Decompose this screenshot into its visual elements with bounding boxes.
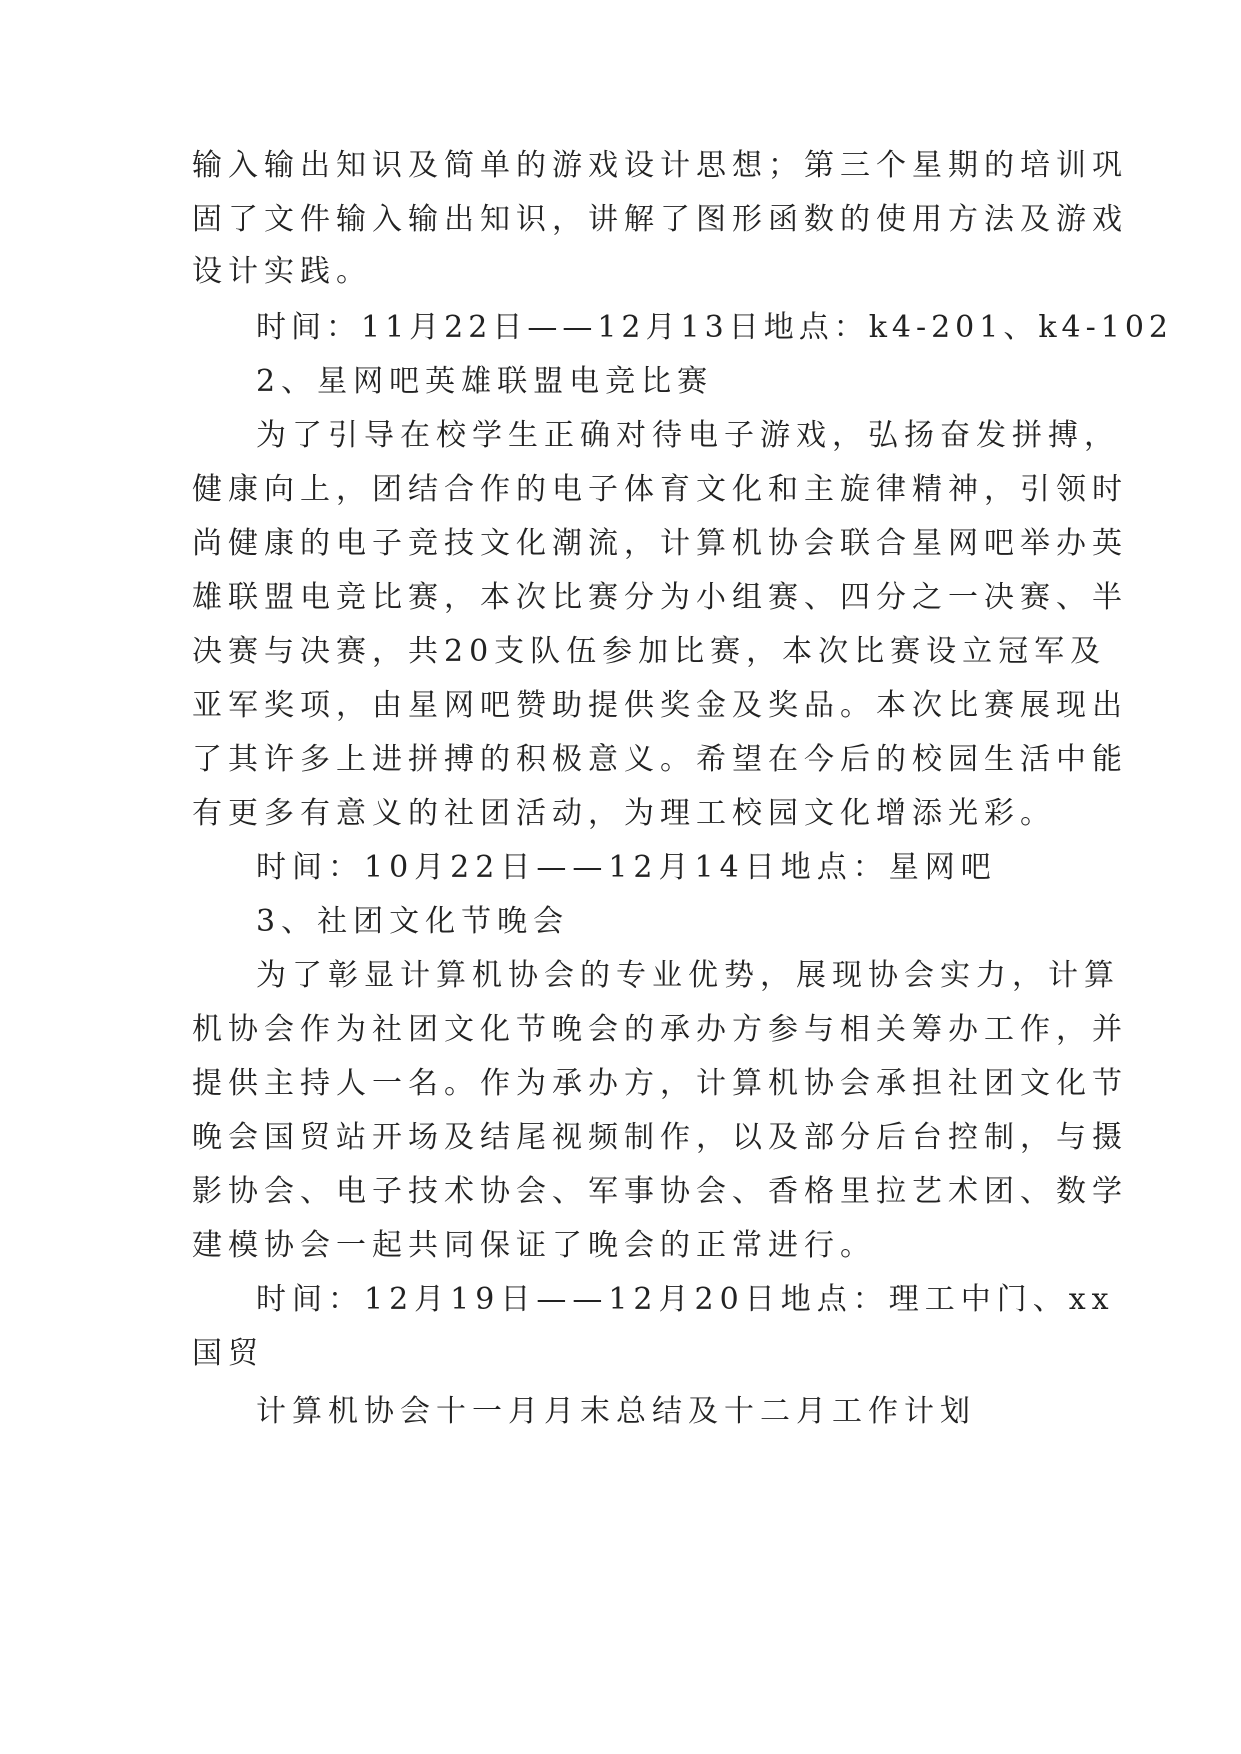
body-text-line: 机协会作为社团文化节晚会的承办方参与相关筹办工作，并 <box>192 1012 1128 1047</box>
body-text-line: 尚健康的电子竞技文化潮流，计算机协会联合星网吧举办英 <box>192 526 1128 561</box>
body-text-line: 为了彰显计算机协会的专业优势，展现协会实力，计算 <box>256 958 1120 993</box>
body-text-line: 建模协会一起共同保证了晚会的正常进行。 <box>192 1228 876 1263</box>
body-text-line: 提供主持人一名。作为承办方，计算机协会承担社团文化节 <box>192 1066 1128 1101</box>
body-text-line: 健康向上，团结合作的电子体育文化和主旋律精神，引领时 <box>192 472 1128 507</box>
body-text-line: 影协会、电子技术协会、军事协会、香格里拉艺术团、数学 <box>192 1174 1128 1209</box>
body-text-line: 了其许多上进拼搏的积极意义。希望在今后的校园生活中能 <box>192 742 1128 777</box>
event-time-location: 时间：10月22日——12月14日地点：星网吧 <box>256 850 997 885</box>
event-time-location: 时间：12月19日——12月20日地点：理工中门、xx <box>256 1282 1115 1317</box>
event-time-location: 时间：11月22日——12月13日地点：k4-201、k4-102 <box>256 310 1174 345</box>
body-text-line: 国贸 <box>192 1336 264 1371</box>
body-text-line: 亚军奖项，由星网吧赞助提供奖金及奖品。本次比赛展现出 <box>192 688 1128 723</box>
body-text-line: 晚会国贸站开场及结尾视频制作，以及部分后台控制，与摄 <box>192 1120 1128 1155</box>
body-text-line: 有更多有意义的社团活动，为理工校园文化增添光彩。 <box>192 796 1056 831</box>
body-text-line: 固了文件输入输出知识，讲解了图形函数的使用方法及游戏 <box>192 202 1128 237</box>
section-title: 计算机协会十一月月末总结及十二月工作计划 <box>256 1394 976 1429</box>
body-text-line: 输入输出知识及简单的游戏设计思想；第三个星期的培训巩 <box>192 148 1128 183</box>
body-text-line: 决赛与决赛，共20支队伍参加比赛，本次比赛设立冠军及 <box>192 634 1107 669</box>
body-text-line: 设计实践。 <box>192 254 372 289</box>
section-heading: 2、星网吧英雄联盟电竞比赛 <box>256 364 714 399</box>
body-text-line: 为了引导在校学生正确对待电子游戏，弘扬奋发拼搏， <box>256 418 1120 453</box>
body-text-line: 雄联盟电竞比赛，本次比赛分为小组赛、四分之一决赛、半 <box>192 580 1128 615</box>
section-heading: 3、社团文化节晚会 <box>256 904 570 939</box>
